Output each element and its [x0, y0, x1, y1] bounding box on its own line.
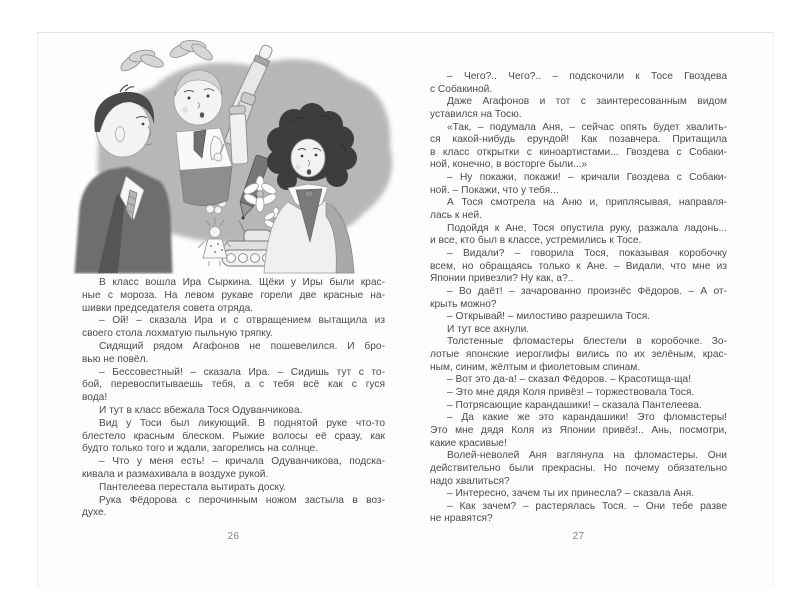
paragraph	[430, 400, 727, 413]
text-line: – Что у меня есть! – кричала Одуванчикова, подска-	[99, 456, 385, 468]
text-line: какие красивые!	[430, 437, 507, 449]
text-line: И тут в класс вбежала Тося Одуванчикова.	[99, 404, 303, 416]
text-line: своего стола лохматую пыльную тряпку.	[82, 328, 273, 340]
text-line: блестело красным блеском. Рыжие волосы её сразу, как	[82, 430, 385, 442]
text-line: Подойдя к Ане, Тося опустила руку, разжала ладонь...	[447, 222, 727, 234]
book-spread	[37, 32, 774, 588]
paragraph	[430, 374, 727, 387]
text-line: в класс открытки с киноартистами... Гвоздева с Собаки-	[430, 146, 727, 158]
text-line: духе.	[82, 507, 107, 519]
paragraph	[82, 367, 385, 405]
text-line: ной, конечно, в восторге были...»	[430, 159, 588, 171]
paragraph	[430, 223, 727, 248]
paragraph	[430, 450, 727, 488]
paragraph	[82, 277, 385, 315]
paragraph	[82, 341, 385, 367]
text-line: Волей-неволей Аня взглянула на фломастеры. Они	[447, 450, 727, 462]
page-number-left: 26	[227, 531, 240, 542]
text-line: ным, синим, жёлтым и фиолетовым спинам.	[430, 361, 641, 373]
text-line: бой, перевоспитываешь тебя, а с тебя всё как с гуся	[82, 379, 385, 391]
text-line: уставился на Тосю.	[430, 108, 522, 120]
text-line: лась к ней.	[430, 210, 482, 222]
text-line: лотые японские иероглифы вились по их зелёным, крас-	[430, 349, 727, 361]
text-line: ные с мороза. На левом рукаве горели две красные на-	[82, 289, 385, 301]
text-line: – Открывай! – милостиво разрешила Тося.	[447, 311, 651, 323]
text-line: – Ну покажи, покажи! – кричали Гвоздева с Собаки-	[447, 172, 727, 184]
story-illustration	[68, 36, 398, 274]
page-left	[38, 33, 406, 588]
text-line: В класс вошла Ира Сыркина. Щёки у Иры были крас-	[99, 277, 385, 288]
text-line: не нравятся?	[430, 513, 493, 525]
text-line: с Собакиной.	[430, 83, 493, 95]
paragraph	[430, 248, 727, 286]
paragraph	[430, 71, 727, 96]
text-line: вода!	[82, 392, 108, 404]
text-line: – Это мне дядя Коля привёз! – торжествовала Тося.	[447, 387, 695, 399]
paragraph	[82, 495, 385, 521]
paragraph	[430, 324, 727, 337]
paragraph	[430, 336, 727, 374]
text-line: и все, кто был в классе, устремились к Тосе.	[430, 235, 642, 247]
paragraph	[430, 412, 727, 450]
text-line: А Тося смотрела на Аню и, приплясывая, направля-	[447, 197, 727, 209]
text-line: Японии привезли? Ну как, а?..	[430, 273, 574, 285]
paragraph	[430, 501, 727, 526]
felt-tip-marker-icon	[229, 106, 248, 165]
left-page-text	[82, 277, 385, 520]
text-line: Рука Фёдорова с перочинным ножом застыла в воз-	[99, 494, 385, 506]
text-line: Это мне дядя Коля из Японии привёз!.. Ань, посмотри,	[430, 424, 727, 436]
paragraph	[82, 418, 385, 456]
text-line: – Да какие же это карандашики! Это фломастеры!	[447, 412, 727, 424]
text-line: вью не повёл.	[82, 353, 149, 365]
text-line: – Чего?.. Чего?.. – подскочили к Тосе Гвоздева	[447, 71, 727, 82]
text-line: ся какой-нибудь ерундой! Как позавчера. Притащила	[430, 134, 727, 146]
paragraph	[82, 482, 385, 495]
paragraph	[82, 315, 385, 341]
text-line: Толстенные фломастеры блестели в коробочке. Зо-	[447, 336, 727, 348]
right-page-text	[430, 71, 727, 526]
text-line: надо хвалиться?	[430, 475, 510, 487]
text-line: – Интересно, зачем ты их принесла? – сказала Аня.	[447, 488, 695, 500]
page-right	[406, 33, 775, 588]
paragraph	[430, 488, 727, 501]
text-line: – Потрясающие карандашики! – сказала Пантелеева.	[447, 399, 702, 411]
paragraph	[430, 311, 727, 324]
paragraph	[430, 197, 727, 222]
paragraph	[82, 405, 385, 418]
paragraph	[82, 456, 385, 482]
paragraph	[430, 122, 727, 173]
page-number-right: 27	[572, 531, 585, 542]
text-line: «Так, – подумала Аня, – сейчас опять будет хвалить-	[447, 121, 727, 133]
text-line: – Во даёт! – зачарованно произнёс Фёдоров. – А от-	[447, 285, 727, 297]
text-line: крыть можно?	[430, 298, 497, 310]
text-line: шивки председателя совета отряда.	[82, 302, 254, 314]
text-line: Даже Агафонов и тот с заинтересованным видом	[447, 96, 727, 108]
text-line: Пантелеева перестала вытирать доску.	[99, 481, 287, 493]
text-line: кивала и размахивала в воздухе рукой.	[82, 468, 269, 480]
text-line: ной. – Покажи, что у тебя...	[430, 184, 559, 196]
text-line: – Вот это да-а! – сказал Фёдоров. – Красотища-ща!	[447, 374, 692, 386]
paragraph	[430, 96, 727, 121]
text-line: И тут все ахнули.	[447, 323, 530, 335]
text-line: – Как зачем? – растерялась Тося. – Они тебе разве	[447, 500, 727, 512]
text-line: будто только того и ждали, загорелись на солнце.	[82, 443, 319, 455]
paragraph	[430, 387, 727, 400]
paragraph	[430, 286, 727, 311]
text-line: Сидящий рядом Агафонов не пошевелился. И бро-	[99, 340, 385, 352]
paragraph	[430, 172, 727, 197]
text-line: действительно были прекрасны. Но почему обязательно	[430, 462, 727, 474]
text-line: – Бессовестный! – сказала Ира. – Сидишь тут с то-	[99, 366, 385, 378]
text-line: – Видали? – говорила Тося, показывая коробочку	[447, 247, 727, 259]
text-line: Вид у Тоси был ликующий. В поднятой руке что-то	[99, 417, 385, 429]
text-line: всем, но обращаясь только к Ане. – Видали, что мне из	[430, 260, 727, 272]
text-line: – Ой! – сказала Ира и с отвращением вытащила из	[99, 315, 385, 327]
